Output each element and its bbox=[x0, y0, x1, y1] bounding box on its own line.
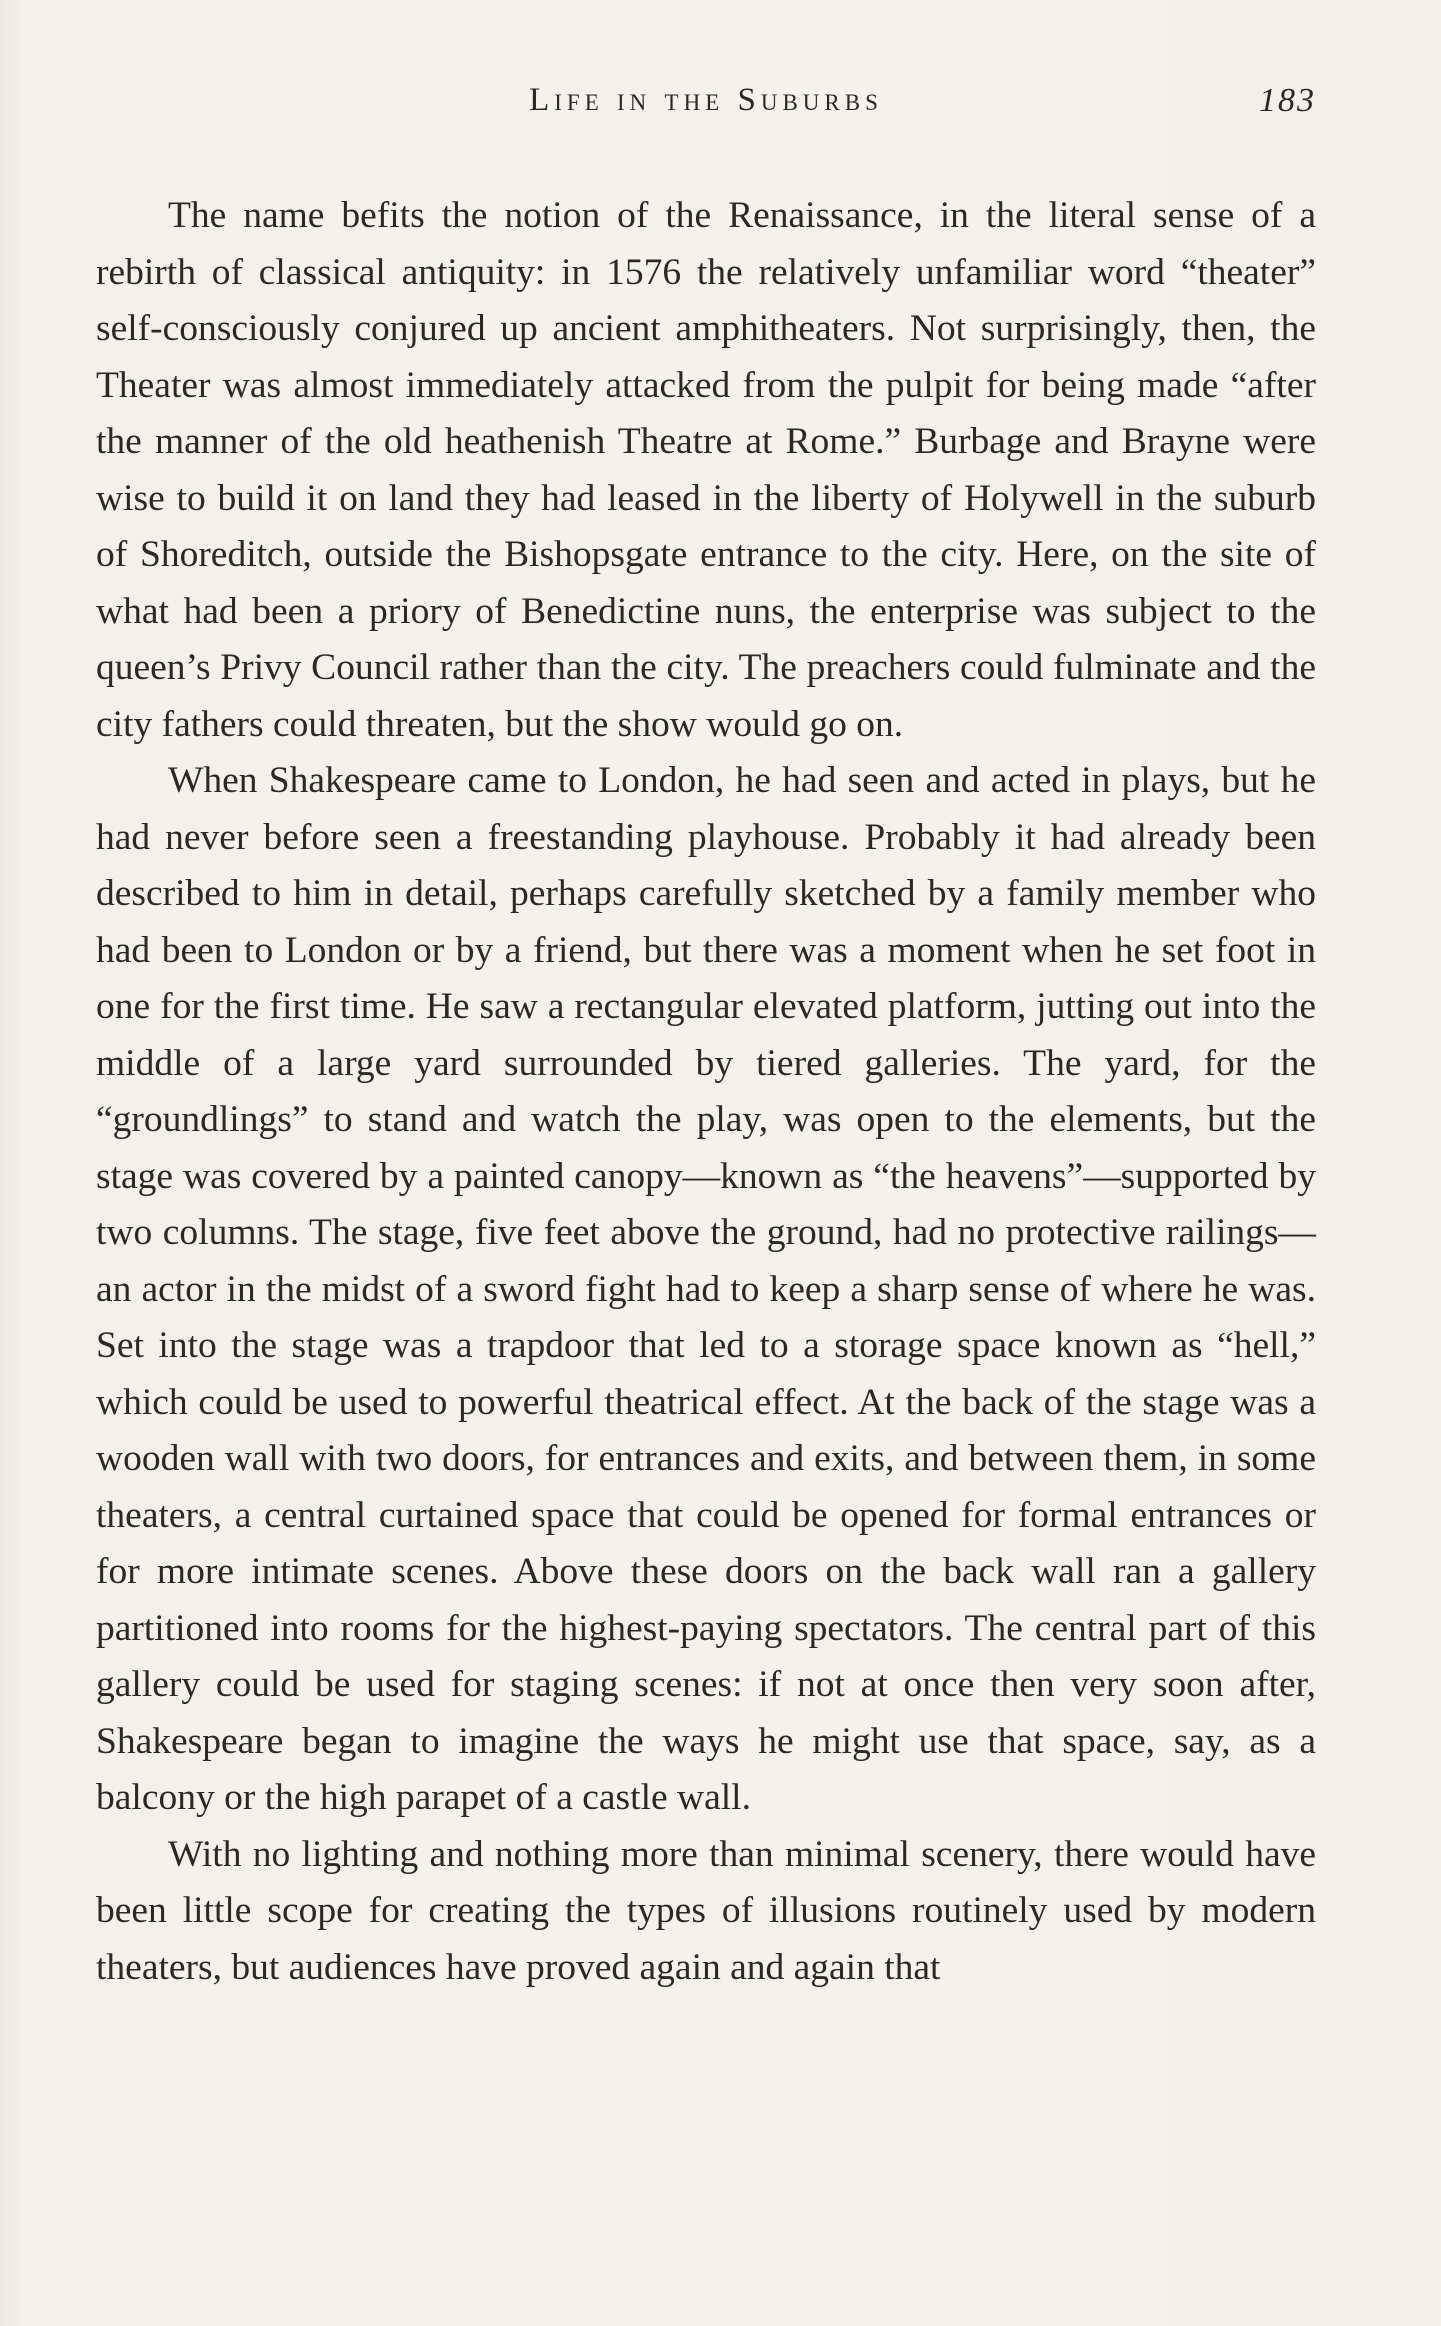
running-title: Life in the Suburbs bbox=[529, 82, 883, 118]
paragraph-1: The name befits the notion of the Renaissance, in the literal sense of a rebirth of classical antiquity: in 1576 the relatively unfamiliar word “theater” self-consciously conjured up ancient amphitheaters. Not surprisingly, then, the Theater was almost immediately attacked from the pulpit for being made “after the manner of the old heathenish Theatre at Rome.” Burbage and Brayne were wise to build it on land they had leased in the liberty of Holywell in the suburb of Shoreditch, outside the Bishopsgate entrance to the city. Here, on the site of what had been a priory of Benedictine nuns, the enterprise was subject to the queen’s Privy Council rather than the city. The preachers could fulminate and the city fathers could threaten, but the show would go on. bbox=[96, 195, 1316, 745]
paragraph-2: When Shakespeare came to London, he had seen and acted in plays, but he had never before seen a freestanding playhouse. Probably it had already been described to him in detail, perhaps carefully sketched by a family member who had been to London or by a friend, but there was a moment when he set foot in one for the first time. He saw a rectangular elevated platform, jutting out into the middle of a large yard surrounded by tiered galleries. The yard, for the “groundlings” to stand and watch the play, was open to the elements, but the stage was covered by a painted canopy—known as “the heavens”—supported by two columns. The stage, five feet above the ground, had no protective railings—an actor in the midst of a sword fight had to keep a sharp sense of where he was. Set into the stage was a trapdoor that led to a storage space known as “hell,” which could be used to powerful theatrical effect. At the back of the stage was a wooden wall with two doors, for entrances and exits, and between them, in some theaters, a central curtained space that could be opened for formal entrances or for more intimate scenes. Above these doors on the back wall ran a gallery partitioned into rooms for the highest-paying spectators. The central part of this gallery could be used for staging scenes: if not at once then very soon after, Shakespeare began to imagine the ways he might use that space, say, as a balcony or the high parapet of a castle wall. bbox=[96, 760, 1316, 1818]
running-head bbox=[96, 82, 1316, 132]
body-text bbox=[96, 188, 1316, 1996]
paragraph-3: With no lighting and nothing more than minimal scenery, there would have been little scope for creating the types of illusions routinely used by modern theaters, but audiences have proved again and again that bbox=[96, 1833, 1316, 1988]
page-number: 183 bbox=[1259, 82, 1316, 119]
